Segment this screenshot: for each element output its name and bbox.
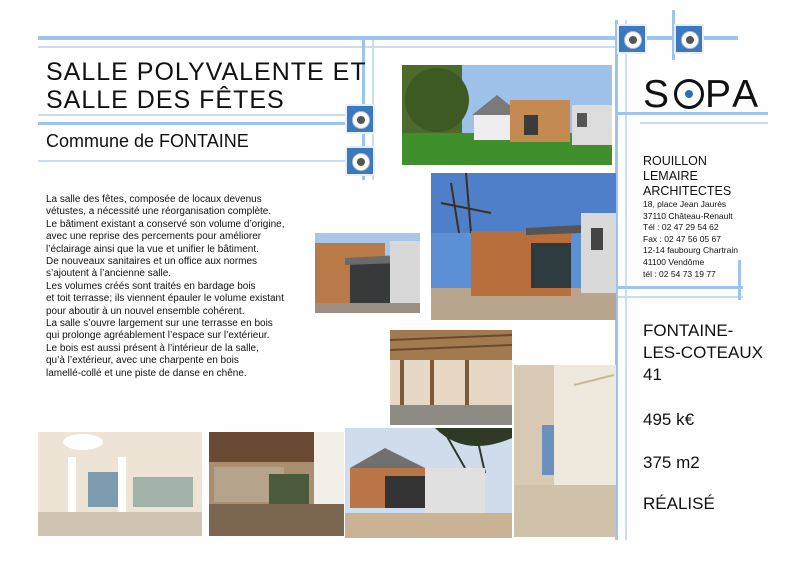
description-line: pour aboutir à un nouvel ensemble cohérent. <box>46 305 245 317</box>
page-title <box>46 58 376 114</box>
description-line: La salle des fêtes, composée de locaux devenus <box>46 194 262 205</box>
description-line: De nouveaux sanitaires et un office aux normes <box>46 256 258 268</box>
title-line: SALLE DES FÊTES <box>46 86 285 114</box>
description-line: Le bois est aussi présent à l’intérieur de la salle, <box>46 342 259 354</box>
scopa-logo <box>643 73 762 117</box>
description-line: lamellé-collé et une piste de danse en chêne. <box>46 367 247 379</box>
description-line: qu’à l’extérieur, avec une charpente en bois <box>46 355 239 367</box>
address-line: 12-14 faubourg Chartrain <box>643 245 738 256</box>
title-line: SALLE POLYVALENTE ET <box>46 58 367 86</box>
location-line: 41 <box>643 365 662 384</box>
description-line: La salle s’ouvre largement sur une terrasse en bois <box>46 318 273 330</box>
subtitle-overline <box>38 122 368 125</box>
top-frame-line-thin <box>38 46 618 48</box>
description-line: l’éclairage ainsi que la vue et unifier le bâtiment. <box>46 243 259 255</box>
location-line: LES-COTEAUX <box>643 343 763 362</box>
target-ornament-icon <box>674 24 704 54</box>
architect-name-line: LEMAIRE <box>643 169 698 183</box>
right-divider-top-thin <box>640 122 768 124</box>
architect-name-line: ARCHITECTES <box>643 184 732 198</box>
photo-exterior-wood <box>431 173 616 320</box>
title-underline <box>38 114 368 116</box>
logo-target-icon <box>674 79 704 109</box>
logo-text-start: S <box>643 73 674 116</box>
photo-interior-hall <box>38 432 202 536</box>
architect-name-line: ROUILLON <box>643 154 707 168</box>
address-line: 37110 Château-Renault <box>643 210 733 221</box>
right-divider-bottom-thin <box>618 296 743 298</box>
photo-interior-room <box>209 432 344 536</box>
photo-interior-framework <box>390 330 512 425</box>
description-line: et toit terrasse; ils viennent épauler le volume existant <box>46 293 284 305</box>
project-status: RÉALISÉ <box>643 494 715 513</box>
project-cost: 495 k€ <box>643 410 695 429</box>
photo-exterior-lawn <box>402 65 612 165</box>
address-line: 41100 Vendôme <box>643 256 705 267</box>
address-line: tél : 02 54 73 19 77 <box>643 268 716 279</box>
architect-name <box>643 154 731 199</box>
vertical-frame-line-right-thin <box>625 20 627 540</box>
description-line: avec une reprise des percements pour améliorer <box>46 231 262 243</box>
right-vertical-short <box>738 260 741 300</box>
architect-address <box>643 199 738 280</box>
project-location <box>643 320 763 386</box>
description-line: Les volumes créés sont traités en bardage bois <box>46 280 256 292</box>
project-description <box>46 194 306 380</box>
photo-interior-corridor <box>514 365 616 537</box>
address-line: 18, place Jean Jaurès <box>643 199 727 209</box>
logo-text-end: PA <box>705 73 763 116</box>
subtitle: Commune de FONTAINE <box>46 131 249 151</box>
address-line: Fax : 02 47 56 05 67 <box>643 233 721 244</box>
description-line: vétustes, a nécessité une réorganisation complète. <box>46 206 272 218</box>
target-ornament-icon <box>617 24 647 54</box>
subtitle-underline <box>38 160 368 162</box>
description-line: qui prolonge agréablement l’espace sur l’extérieur. <box>46 330 270 342</box>
right-divider-bottom <box>618 286 743 289</box>
target-ornament-icon <box>345 146 375 176</box>
description-line: Le bâtiment existant a conservé son volume d’origine, <box>46 218 285 230</box>
location-line: FONTAINE- <box>643 321 734 340</box>
description-line: s’ajoutent à l’ancienne salle. <box>46 268 172 280</box>
project-area: 375 m2 <box>643 453 700 472</box>
photo-exterior-entrance <box>315 233 420 313</box>
address-line: Tél : 02 47 29 54 62 <box>643 222 719 233</box>
photo-exterior-terrace <box>345 428 512 538</box>
